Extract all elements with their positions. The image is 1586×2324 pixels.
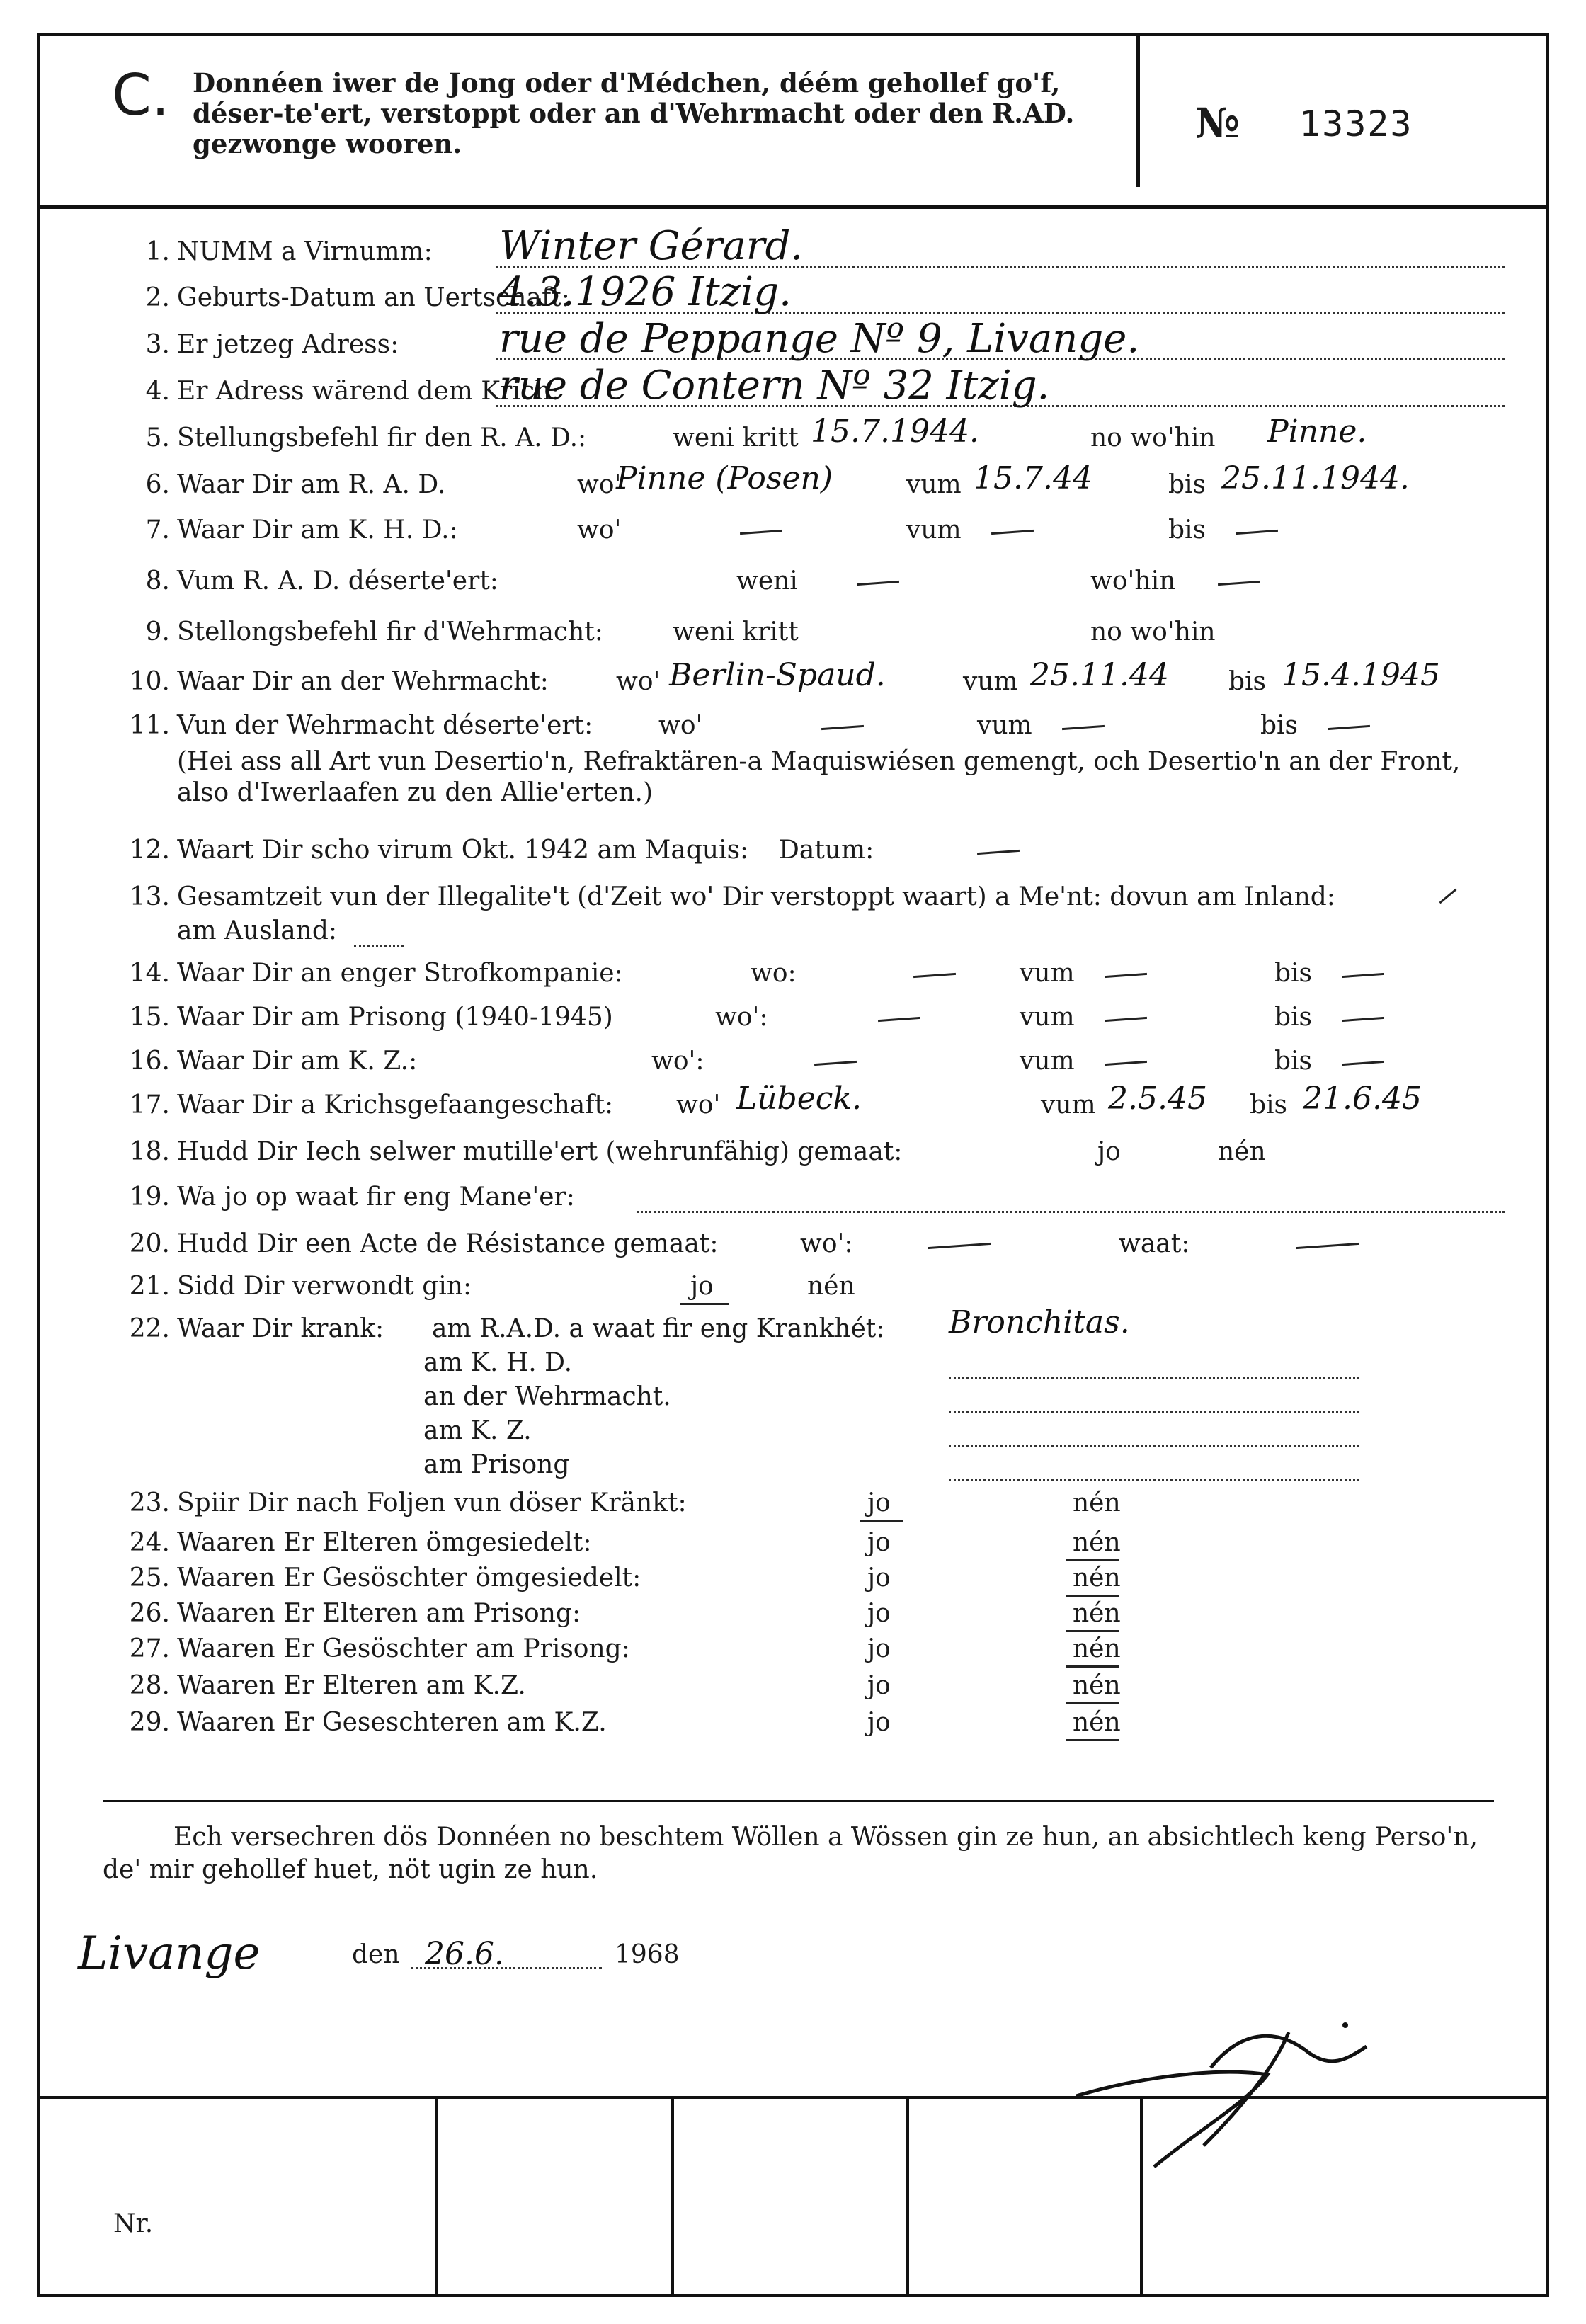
row-sublabel: nén xyxy=(1073,1528,1121,1557)
row-label: Waar Dir a Krichsgefaangeschaft: xyxy=(177,1090,614,1120)
row-sublabel: vum xyxy=(906,470,962,499)
row-number: 23. xyxy=(129,1488,170,1517)
signature-place: Livange xyxy=(78,1927,261,1980)
row-sublabel: vum xyxy=(1041,1090,1096,1120)
row-sublabel: wo: xyxy=(751,959,797,988)
row-sublabel: am Prisong xyxy=(423,1450,570,1479)
row-label: Waar Dir an enger Strofkompanie: xyxy=(177,959,623,988)
row-sublabel: bis xyxy=(1274,1003,1313,1032)
row-sublabel: bis xyxy=(1274,959,1313,988)
row-label: Er Adress wärend dem Krich: xyxy=(177,377,560,406)
row-sublabel: wo': xyxy=(715,1003,768,1032)
row-number: 24. xyxy=(129,1528,170,1557)
footer-divider-3 xyxy=(906,2096,909,2297)
row-sublabel: bis xyxy=(1260,711,1299,740)
selected-underline xyxy=(860,1520,903,1522)
row-number: 10. xyxy=(129,667,170,696)
row-sublabel: wo': xyxy=(800,1229,853,1258)
row-sublabel: nén xyxy=(807,1272,855,1301)
row-number: 14. xyxy=(129,959,170,988)
row-sublabel: bis xyxy=(1250,1090,1288,1120)
row-sublabel: bis xyxy=(1228,667,1267,696)
row-number: 18. xyxy=(129,1137,170,1166)
header-divider xyxy=(1136,33,1140,187)
row-sublabel: no wo'hin xyxy=(1090,617,1216,646)
row-label: Spiir Dir nach Foljen vun döser Kränkt: xyxy=(177,1488,687,1517)
handwritten-value: 15.7.1944. xyxy=(811,414,979,450)
row-label: Waart Dir scho virum Okt. 1942 am Maquis: xyxy=(177,836,749,865)
footer-rule xyxy=(37,2096,1549,2099)
row-label: Stellongsbefehl fir d'Wehrmacht: xyxy=(177,617,603,646)
header-rule xyxy=(37,205,1549,209)
row-number: 9. xyxy=(145,617,170,646)
row-number: 27. xyxy=(129,1634,170,1663)
row-sublabel: vum xyxy=(977,711,1032,740)
row-label: Waar Dir am Prisong (1940-1945) xyxy=(177,1003,613,1032)
row-sublabel: wo' xyxy=(616,667,661,696)
row-label: Vun der Wehrmacht déserte'ert: xyxy=(177,711,593,740)
signature-year: 1968 xyxy=(615,1940,680,1969)
handwritten-value: 15.4.1945 xyxy=(1282,657,1440,693)
row-label: Waar Dir am K. H. D.: xyxy=(177,516,458,545)
value-dots xyxy=(949,1479,1359,1481)
section-letter: C. xyxy=(112,62,170,128)
handwritten-value: Lübeck. xyxy=(736,1081,862,1117)
row-sublabel: jo xyxy=(867,1488,891,1517)
form-title: Donnéen iwer de Jong oder d'Médchen, déém gehollef go'f, déser-te'ert, verstoppt oder an d'Wehrmacht oder den R.AD. gezwonge wooren. xyxy=(193,67,1075,159)
row-sublabel: bis xyxy=(1168,516,1206,545)
handwritten-value: 4.3.1926 Itzig. xyxy=(499,269,792,315)
row-sublabel: jo xyxy=(867,1634,891,1663)
row-sublabel: jo xyxy=(690,1272,714,1301)
row-sublabel: wo' xyxy=(658,711,703,740)
row-sublabel: nén xyxy=(1218,1137,1266,1166)
row-label: Waaren Er Elteren ömgesiedelt: xyxy=(177,1528,592,1557)
row-number: 20. xyxy=(129,1229,170,1258)
row-label: Waaren Er Elteren am Prisong: xyxy=(177,1599,581,1628)
row-sublabel: jo xyxy=(867,1599,891,1628)
row-sublabel: nén xyxy=(1073,1599,1121,1628)
row-sublabel: vum xyxy=(1020,1047,1075,1076)
handwritten-value: Berlin-Spaud. xyxy=(669,657,886,693)
row-sublabel: no wo'hin xyxy=(1090,423,1216,452)
row-number: 5. xyxy=(145,423,170,452)
row-sublabel: jo xyxy=(867,1528,891,1557)
number-label: № xyxy=(1195,99,1240,147)
value-dots xyxy=(637,1211,1505,1213)
row-sublabel: weni xyxy=(736,566,798,596)
row-number: 29. xyxy=(129,1708,170,1737)
row-label: Stellungsbefehl fir den R. A. D.: xyxy=(177,423,587,452)
row-sublabel: jo xyxy=(867,1563,891,1593)
selected-underline xyxy=(1066,1595,1119,1597)
row-sublabel: vum xyxy=(906,516,962,545)
row-label: Waaren Er Gesöschter am Prisong: xyxy=(177,1634,630,1663)
selected-underline xyxy=(1066,1702,1119,1704)
declaration-text: Ech versechren dös Donnéen no beschtem Wöllen a Wössen gin ze hun, an absichtlech keng Perso'n, de' mir gehollef huet, nöt ugin ze hun. xyxy=(103,1823,1478,1884)
handwritten-value: Pinne (Posen) xyxy=(616,460,833,496)
row-sublabel: wo' xyxy=(577,516,622,545)
handwritten-value: Bronchitas. xyxy=(949,1304,1130,1340)
row-sublabel: wo'hin xyxy=(1090,566,1176,596)
handwritten-value: 2.5.45 xyxy=(1108,1081,1207,1117)
row-sublabel: am Ausland: xyxy=(177,916,338,945)
row-sublabel: am R.A.D. a waat fir eng Krankhét: xyxy=(432,1314,885,1343)
selected-underline xyxy=(1066,1739,1119,1741)
row-label: Er jetzeg Adress: xyxy=(177,330,399,359)
row-number: 6. xyxy=(145,470,170,499)
row-number: 13. xyxy=(129,882,170,911)
row-number: 3. xyxy=(145,330,170,359)
footer-divider-2 xyxy=(671,2096,674,2297)
row-number: 11. xyxy=(129,711,170,740)
handwritten-value: 25.11.1944. xyxy=(1221,460,1410,496)
row-number: 28. xyxy=(129,1671,170,1700)
handwritten-value: Winter Gérard. xyxy=(499,223,804,269)
row-sublabel: wo': xyxy=(651,1047,704,1076)
value-dots xyxy=(949,1377,1359,1379)
footer-nr-label: Nr. xyxy=(113,2209,154,2238)
row-label: Waaren Er Gesöschter ömgesiedelt: xyxy=(177,1563,641,1593)
row-number: 15. xyxy=(129,1003,170,1032)
row-number: 21. xyxy=(129,1272,170,1301)
row-sublabel: jo xyxy=(867,1708,891,1737)
row-label: Vum R. A. D. déserte'ert: xyxy=(177,566,498,596)
row-sublabel: am K. Z. xyxy=(423,1416,532,1445)
row-sublabel: nén xyxy=(1073,1563,1121,1593)
row-label: Geburts-Datum an Uertschaft: xyxy=(177,283,570,312)
row-number: 16. xyxy=(129,1047,170,1076)
row-number: 25. xyxy=(129,1563,170,1593)
row-sublabel: am K. H. D. xyxy=(423,1348,573,1377)
row-sublabel: vum xyxy=(1020,959,1075,988)
row-label: Gesamtzeit vun der Illegalite't (d'Zeit wo' Dir verstoppt waart) a Me'nt: dovun am Inland: xyxy=(177,882,1335,911)
row-sublabel: weni kritt xyxy=(673,423,799,452)
row-label: Hudd Dir een Acte de Résistance gemaat: xyxy=(177,1229,719,1258)
row-number: 4. xyxy=(145,377,170,406)
row-label: Sidd Dir verwondt gin: xyxy=(177,1272,472,1301)
row-sublabel: an der Wehrmacht. xyxy=(423,1382,671,1411)
handwritten-value: rue de Contern Nº 32 Itzig. xyxy=(499,363,1050,409)
row-label: Waaren Er Elteren am K.Z. xyxy=(177,1671,526,1700)
row-number: 22. xyxy=(129,1314,170,1343)
declaration-rule xyxy=(103,1800,1494,1802)
handwritten-signature xyxy=(1062,2004,1444,2181)
row-label: Hudd Dir Iech selwer mutille'ert (wehrunfähig) gemaat: xyxy=(177,1137,903,1166)
row-sublabel: waat: xyxy=(1119,1229,1190,1258)
row-sublabel: jo xyxy=(867,1671,891,1700)
row-label: Waar Dir krank: xyxy=(177,1314,384,1343)
row-number: 26. xyxy=(129,1599,170,1628)
value-dots xyxy=(949,1411,1359,1413)
row-sublabel: nén xyxy=(1073,1708,1121,1737)
row-sublabel: vum xyxy=(1020,1003,1075,1032)
value-dots xyxy=(949,1445,1359,1447)
footer-divider-1 xyxy=(435,2096,438,2297)
row-sublabel: jo xyxy=(1097,1137,1121,1166)
handwritten-value: Pinne. xyxy=(1267,414,1367,450)
row-label: NUMM a Virnumm: xyxy=(177,237,433,266)
form-number: 13323 xyxy=(1299,103,1413,144)
row-number: 8. xyxy=(145,566,170,596)
handwritten-value: 25.11.44 xyxy=(1030,657,1169,693)
row-sublabel: wo' xyxy=(676,1090,721,1120)
row-number: 19. xyxy=(129,1183,170,1212)
selected-underline xyxy=(1066,1630,1119,1632)
handwritten-value: 15.7.44 xyxy=(974,460,1092,496)
footer-divider-4 xyxy=(1140,2096,1143,2297)
row-number: 12. xyxy=(129,836,170,865)
row-sublabel: nén xyxy=(1073,1634,1121,1663)
row-note: (Hei ass all Art vun Desertio'n, Refraktären-a Maquiswiésen gemengt, och Desertio'n an der Front, also d'Iwerlaafen zu den Allie'erten.) xyxy=(177,747,1461,807)
row-sublabel: nén xyxy=(1073,1488,1121,1517)
row-number: 2. xyxy=(145,283,170,312)
row-label: Waar Dir an der Wehrmacht: xyxy=(177,667,549,696)
row-label: Waaren Er Geseschteren am K.Z. xyxy=(177,1708,607,1737)
row-label: Waar Dir am R. A. D. xyxy=(177,470,446,499)
row-sublabel: wo' xyxy=(577,470,622,499)
value-dots xyxy=(354,945,404,947)
row-number: 17. xyxy=(129,1090,170,1120)
den-label: den xyxy=(352,1940,400,1969)
signature-date: 26.6. xyxy=(425,1936,504,1972)
row-number: 7. xyxy=(145,516,170,545)
handwritten-value: 21.6.45 xyxy=(1303,1081,1422,1117)
row-label: Wa jo op waat fir eng Mane'er: xyxy=(177,1183,575,1212)
date-dots xyxy=(411,1967,602,1969)
row-sublabel: weni kritt xyxy=(673,617,799,646)
row-label: Waar Dir am K. Z.: xyxy=(177,1047,418,1076)
selected-underline xyxy=(680,1303,729,1305)
row-sublabel: bis xyxy=(1168,470,1206,499)
row-sublabel: bis xyxy=(1274,1047,1313,1076)
handwritten-value: rue de Peppange Nº 9, Livange. xyxy=(499,316,1140,362)
row-sublabel: Datum: xyxy=(779,836,874,865)
row-number: 1. xyxy=(145,237,170,266)
selected-underline xyxy=(1066,1665,1119,1668)
row-sublabel: vum xyxy=(963,667,1018,696)
selected-underline xyxy=(1066,1559,1119,1561)
row-sublabel: nén xyxy=(1073,1671,1121,1700)
